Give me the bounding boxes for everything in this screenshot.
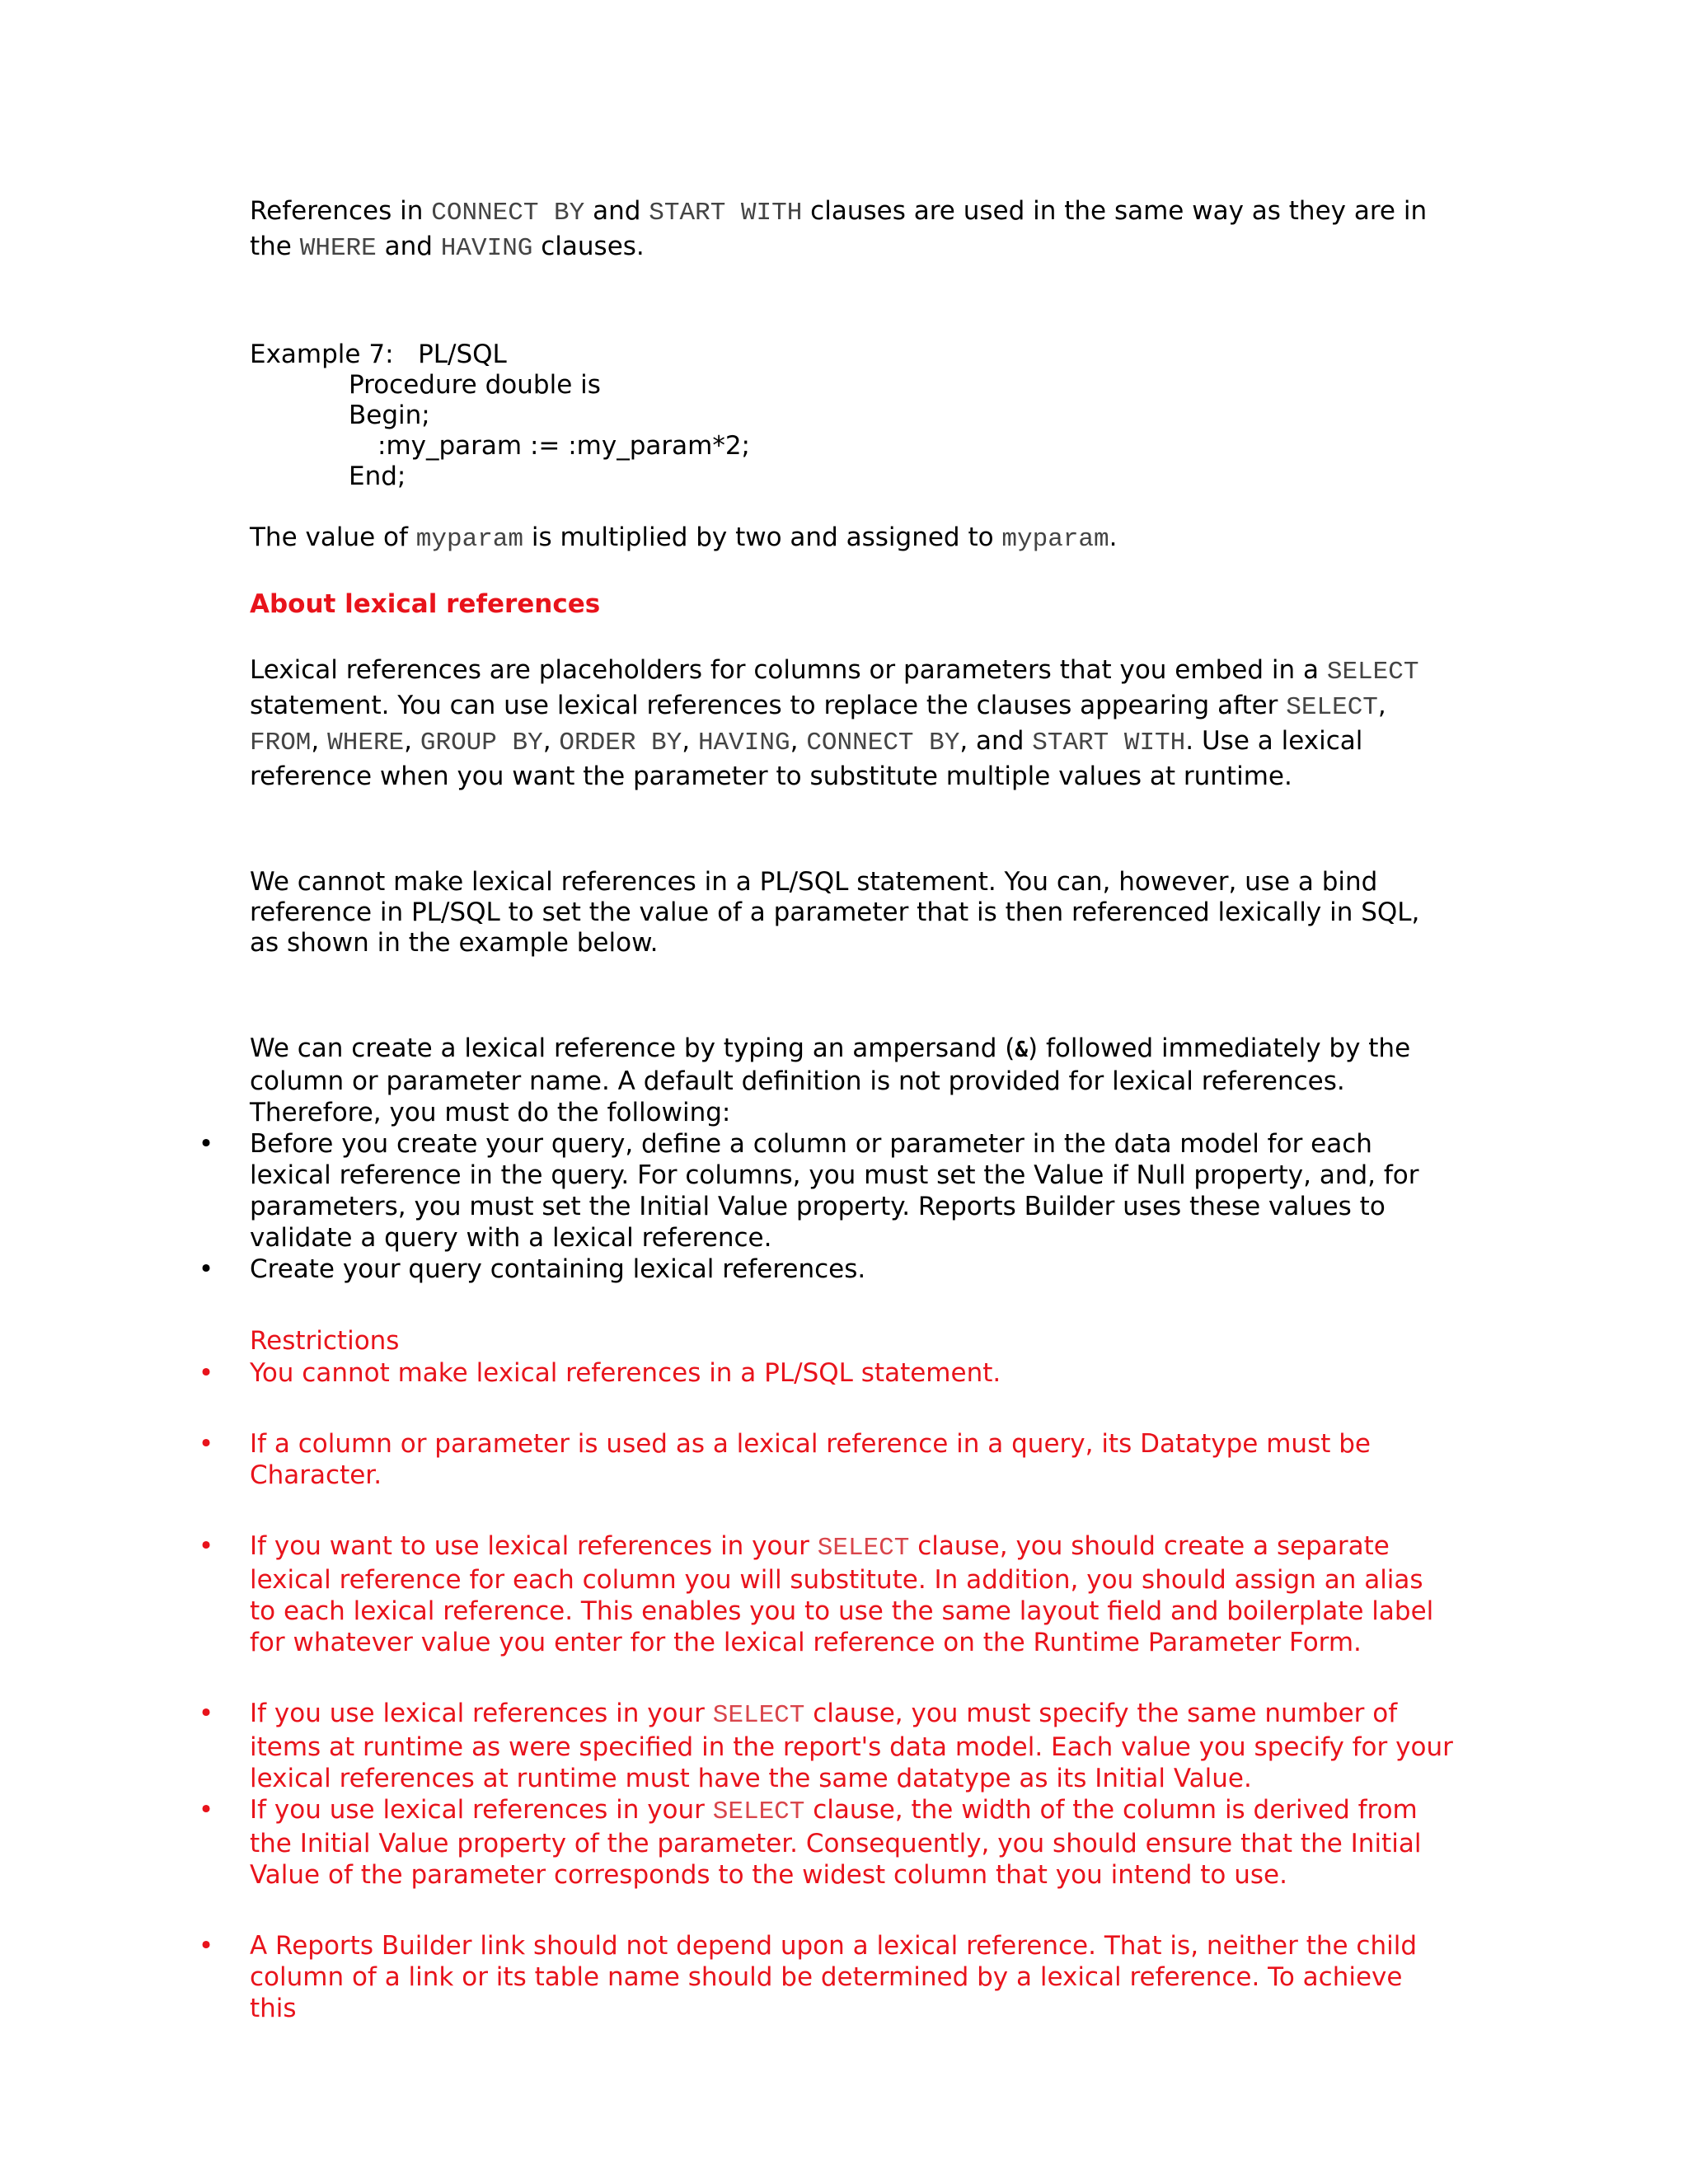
bullet-icon: •	[198, 1931, 214, 1961]
bullet-icon: •	[198, 1129, 214, 1159]
code-start-with: START WITH	[649, 199, 803, 227]
code: GROUP BY	[420, 729, 543, 757]
text: Lexical references are placeholders for columns or parameters that you embed in a	[250, 655, 1327, 685]
text: ) followed immediately by the column or parameter name. A default definition is not provided for lexical references. Therefore, you must do the following:	[250, 1033, 1411, 1127]
example-7	[250, 340, 1453, 492]
code-where: WHERE	[299, 234, 377, 263]
list-item	[198, 1794, 1453, 1891]
code: HAVING	[697, 729, 790, 757]
create-paragraph	[250, 1033, 1453, 1128]
text: ,	[1377, 691, 1386, 720]
list-item-text: Before you create your query, define a column or parameter in the data model for each lexical reference in the query. For columns, you must set the Value if Null property, and, for parameters, you must set the Initial Value property. Reports Builder uses these values to validate a query with a lexical reference.	[250, 1129, 1419, 1253]
example-line: Procedure double is	[349, 370, 601, 400]
code: SELECT	[1286, 693, 1378, 722]
code: WHERE	[327, 729, 405, 757]
code-myparam: myparam	[1001, 525, 1109, 554]
bullet-icon: •	[198, 1531, 214, 1561]
text: We can create a lexical reference by typing an ampersand (	[250, 1033, 1015, 1063]
text: ,	[682, 726, 698, 756]
bullet-icon: •	[198, 1254, 214, 1284]
text: and	[584, 196, 649, 226]
code: CONNECT BY	[806, 729, 960, 757]
text: , and	[959, 726, 1033, 756]
list-item-text: A Reports Builder link should not depend upon a lexical reference. That is, neither the child column of a link or its table name should be determined by a lexical reference. To achieve this	[250, 1931, 1418, 2023]
section-heading: About lexical references	[250, 589, 601, 619]
text: ,	[404, 726, 420, 756]
list-item-text: Create your query containing lexical references.	[250, 1254, 866, 1284]
list-item-text: You cannot make lexical references in a PL/SQL statement.	[250, 1358, 1001, 1388]
restrictions-title: Restrictions	[250, 1326, 400, 1356]
text: ,	[790, 726, 807, 756]
text: clauses.	[532, 232, 645, 261]
list-item	[198, 1254, 1453, 1285]
code-connect-by: CONNECT BY	[431, 199, 585, 227]
text: .	[1109, 523, 1118, 552]
text: statement. You can use lexical references to replace the clauses appearing after	[250, 691, 1287, 720]
list-item-text: clause, you must specify the same number of items at runtime as were specified in the report's data model. Each value you specify for your lexical references at runtime must have the same datatype as its Initial Value.	[250, 1699, 1453, 1793]
bullet-icon: •	[198, 1699, 214, 1728]
code-select: SELECT	[817, 1534, 910, 1563]
code-select: SELECT	[712, 1701, 805, 1730]
list-item-text: clause, the width of the column is derived from the Initial Value property of the parameter. Consequently, you should ensure that the Initial Value of the parameter corresponds to the widest column that you intend to use.	[250, 1795, 1422, 1890]
text: References in	[250, 196, 432, 226]
code-myparam: myparam	[415, 525, 524, 554]
list-item-text: If you use lexical references in your	[250, 1699, 713, 1728]
text: and	[376, 232, 441, 261]
code-having: HAVING	[440, 234, 533, 263]
bind-paragraph: We cannot make lexical references in a PL/SQL statement. You can, however, use a bind reference in PL/SQL to set the value of a parameter that is then referenced lexically in SQL, as shown in the example below.	[250, 867, 1420, 958]
code: ORDER BY	[559, 729, 682, 757]
code-select: SELECT	[712, 1797, 805, 1826]
restrictions-section	[198, 1324, 1453, 2024]
text: ,	[542, 726, 560, 756]
list-item	[198, 1530, 1453, 1658]
text: clauses are used in the same way as they are in the	[250, 196, 1428, 261]
list-item-text: If a column or parameter is used as a lexical reference in a query, its Datatype must be Character.	[250, 1429, 1371, 1490]
list-item	[198, 1698, 1453, 1794]
list-item-text: If you use lexical references in your	[250, 1795, 713, 1825]
text: ,	[311, 726, 328, 756]
list-item	[198, 1357, 1453, 1389]
text: The value of	[250, 523, 416, 552]
steps-list	[198, 1128, 1453, 1285]
intro-paragraph	[250, 194, 1453, 265]
code: START WITH	[1032, 729, 1186, 757]
text: is multiplied by two and assigned to	[523, 523, 1002, 552]
example-line: End;	[349, 462, 406, 491]
ampersand: &	[1015, 1038, 1029, 1062]
restrictions-list	[198, 1357, 1453, 2024]
example-line: :my_param := :my_param*2;	[377, 431, 750, 461]
list-item	[198, 1128, 1453, 1254]
list-item	[198, 1428, 1453, 1491]
bullet-icon: •	[198, 1795, 214, 1825]
document-body	[198, 194, 1453, 2024]
text: . Use a lexical reference when you want the parameter to substitute multiple values at runtime.	[250, 726, 1363, 791]
bullet-icon: •	[198, 1358, 214, 1388]
code: SELECT	[1326, 658, 1419, 687]
value-paragraph	[250, 521, 1453, 556]
list-item-text: If you want to use lexical references in your	[250, 1531, 818, 1561]
list-item-text: clause, you should create a separate lexical reference for each column you will substitute. In addition, you should assign an alias to each lexical reference. This enables you to use the same layout field and boilerplate label for whatever value you enter for the lexical reference on the Runtime Parameter Form.	[250, 1531, 1434, 1657]
list-item	[198, 1930, 1453, 2024]
example-heading: Example 7: PL/SQL	[250, 340, 507, 369]
lexical-paragraph	[250, 654, 1453, 793]
code: FROM	[250, 729, 312, 757]
example-line: Begin;	[349, 401, 430, 430]
bullet-icon: •	[198, 1429, 214, 1459]
